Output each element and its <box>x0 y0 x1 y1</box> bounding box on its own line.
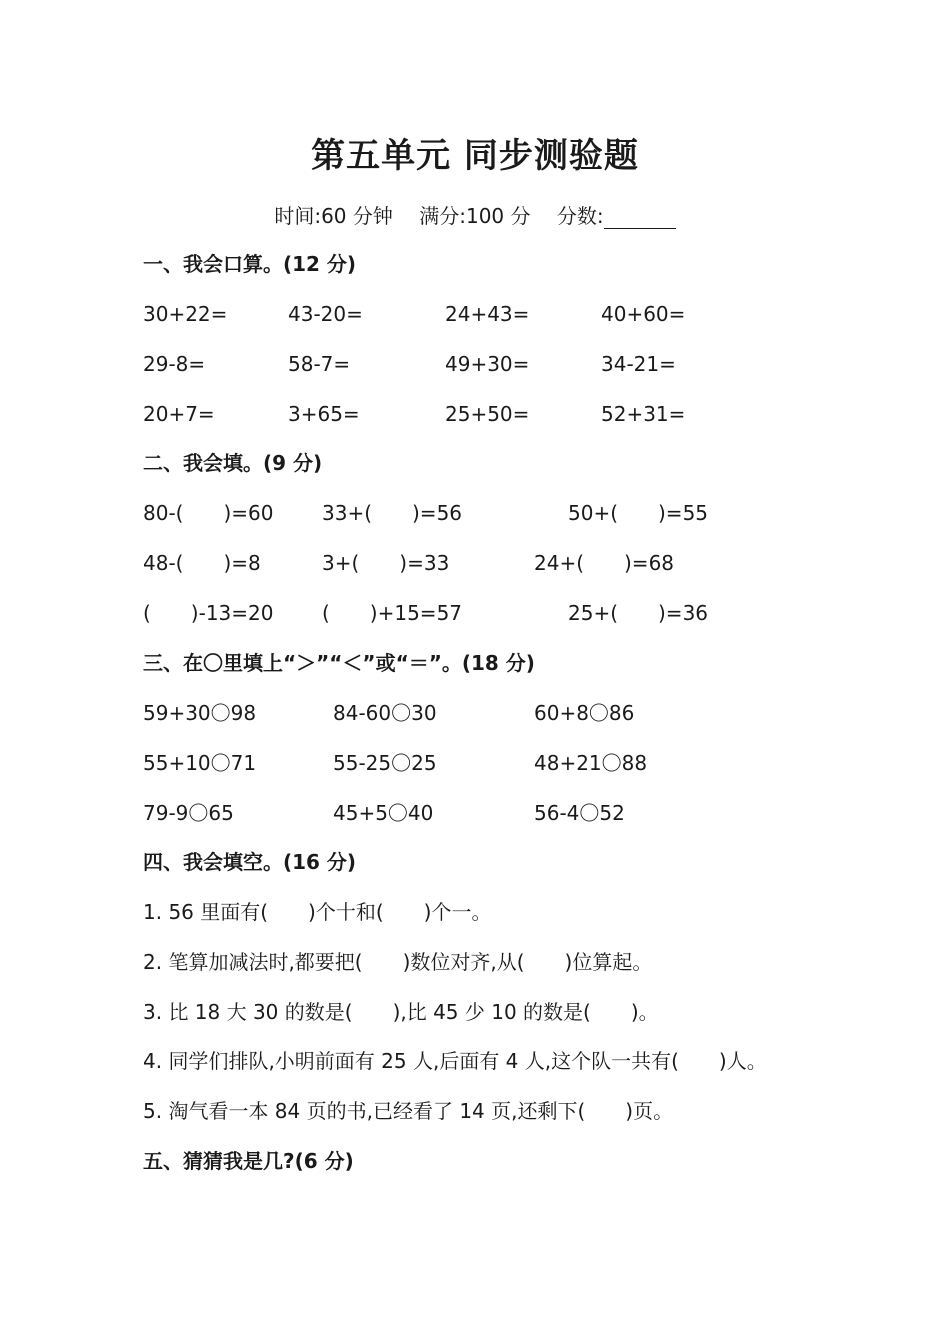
section-2-row-1 <box>143 499 843 527</box>
section-3-heading: 三、在〇里填上“＞”“＜”或“＝”。(18 分) <box>143 651 535 675</box>
section-5-heading: 五、猜猜我是几?(6 分) <box>143 1149 354 1173</box>
question-3: 3. 比 18 大 30 的数是( ),比 45 少 10 的数是( )。 <box>143 1000 659 1024</box>
compare-problem: 59+30〇98 <box>143 701 257 725</box>
score-label: 分数: <box>556 204 604 228</box>
time-limit: 时间:60 分钟 <box>274 204 393 228</box>
fill-problem: 3+( )=33 <box>322 551 450 575</box>
problem: 58-7= <box>288 352 351 376</box>
problem: 29-8= <box>143 352 206 376</box>
question-1: 1. 56 里面有( )个十和( )个一。 <box>143 900 492 924</box>
problem: 49+30= <box>445 352 530 376</box>
compare-problem: 79-9〇65 <box>143 801 234 825</box>
fill-problem: ( )-13=20 <box>143 601 274 625</box>
fill-problem: 50+( )=55 <box>568 501 709 525</box>
section-2-row-3 <box>143 599 843 627</box>
exam-meta <box>0 200 950 229</box>
section-2-heading: 二、我会填。(9 分) <box>143 451 323 475</box>
fill-problem: 25+( )=36 <box>568 601 709 625</box>
section-2-row-2 <box>143 549 843 577</box>
compare-problem: 84-60〇30 <box>333 701 437 725</box>
problem: 25+50= <box>445 402 530 426</box>
compare-problem: 56-4〇52 <box>534 801 625 825</box>
section-3-row-1 <box>143 699 843 727</box>
compare-problem: 55-25〇25 <box>333 751 437 775</box>
compare-problem: 55+10〇71 <box>143 751 257 775</box>
full-score: 满分:100 分 <box>419 204 531 228</box>
problem: 30+22= <box>143 302 228 326</box>
problem: 34-21= <box>601 352 676 376</box>
compare-problem: 45+5〇40 <box>333 801 434 825</box>
page-title: 第五单元 同步测验题 <box>311 136 639 176</box>
fill-problem: 80-( )=60 <box>143 501 274 525</box>
fill-problem: ( )+15=57 <box>322 601 463 625</box>
question-5: 5. 淘气看一本 84 页的书,已经看了 14 页,还剩下( )页。 <box>143 1099 674 1123</box>
problem: 3+65= <box>288 402 360 426</box>
section-1-row-1 <box>143 300 843 328</box>
question-4: 4. 同学们排队,小明前面有 25 人,后面有 4 人,这个队一共有( )人。 <box>143 1049 767 1073</box>
score-field <box>557 204 676 228</box>
section-3-row-3 <box>143 799 843 827</box>
compare-problem: 48+21〇88 <box>534 751 648 775</box>
problem: 52+31= <box>601 402 686 426</box>
problem: 40+60= <box>601 302 686 326</box>
problem: 43-20= <box>288 302 363 326</box>
section-3-row-2 <box>143 749 843 777</box>
section-4-heading: 四、我会填空。(16 分) <box>143 850 357 874</box>
section-1-row-2 <box>143 350 843 378</box>
fill-problem: 24+( )=68 <box>534 551 675 575</box>
section-1-heading: 一、我会口算。(12 分) <box>143 252 357 276</box>
question-2: 2. 笔算加减法时,都要把( )数位对齐,从( )位算起。 <box>143 950 653 974</box>
fill-problem: 48-( )=8 <box>143 551 261 575</box>
section-1-row-3 <box>143 400 843 428</box>
score-blank[interactable] <box>604 208 676 229</box>
fill-problem: 33+( )=56 <box>322 501 463 525</box>
compare-problem: 60+8〇86 <box>534 701 635 725</box>
problem: 24+43= <box>445 302 530 326</box>
problem: 20+7= <box>143 402 215 426</box>
